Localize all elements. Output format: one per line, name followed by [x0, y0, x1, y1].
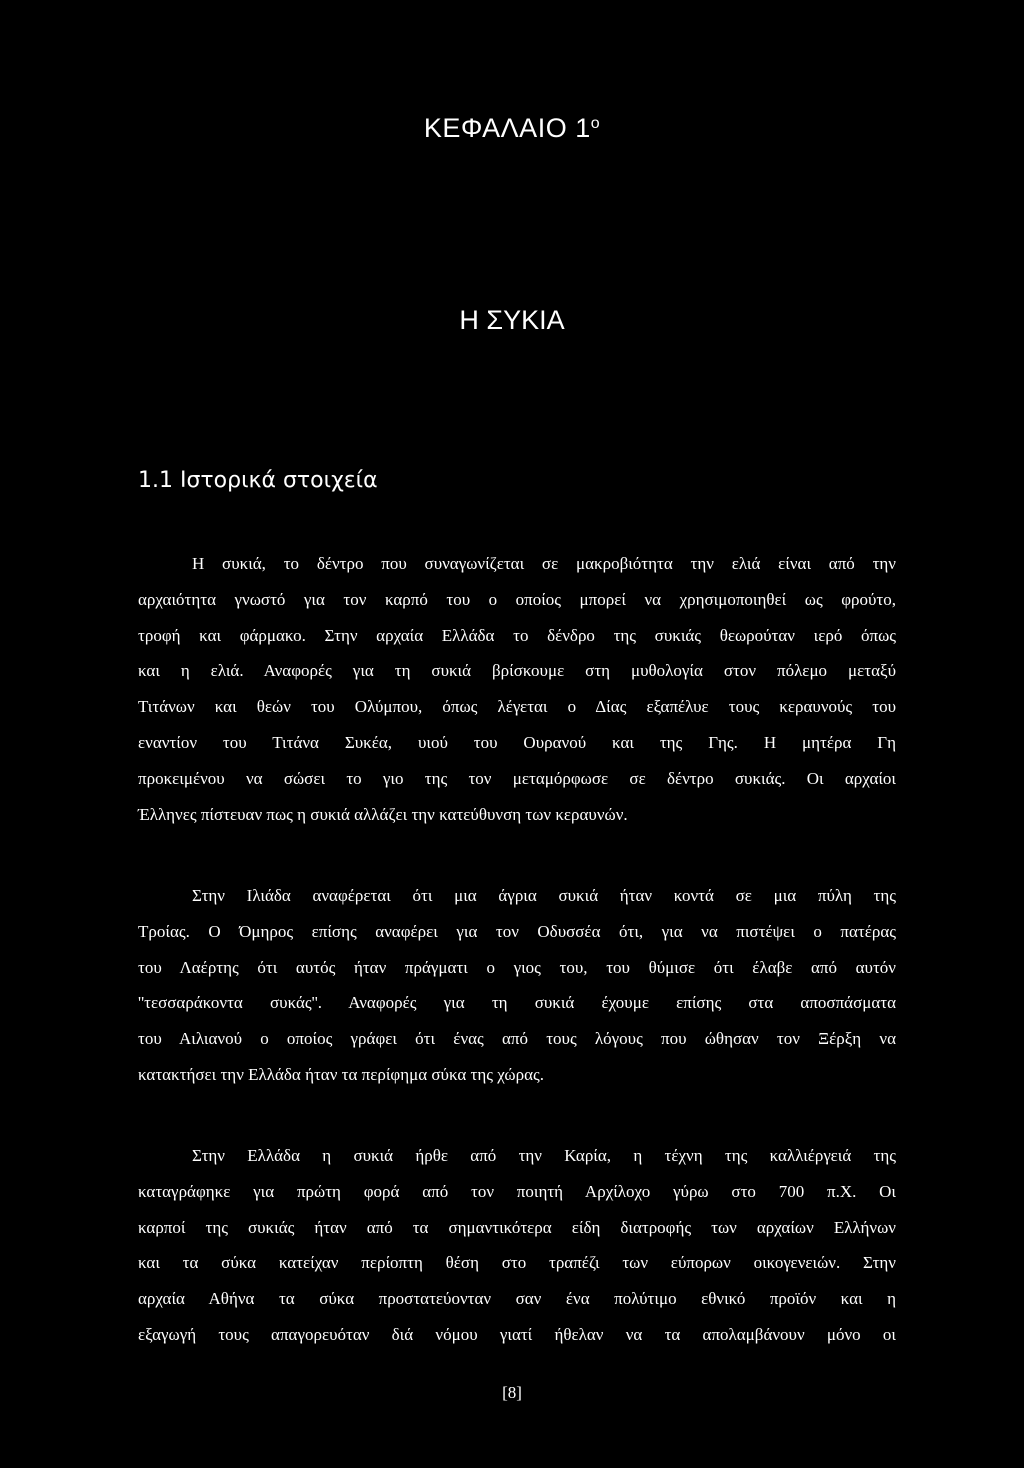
chapter-heading — [0, 108, 1024, 148]
paragraph-line: Τροίας. Ο Όμηρος επίσης αναφέρει για τον Οδυσσέα ότι, για να πιστέψει ο πατέρας — [138, 921, 896, 941]
paragraph-line: τροφή και φάρμακο. Στην αρχαία Ελλάδα το δένδρο της συκιάς θεωρούταν ιερό όπως — [138, 625, 896, 645]
paragraph-line: Τιτάνων και θεών του Ολύμπου, όπως λέγεται ο Δίας εξαπέλυε τους κεραυνούς του — [138, 697, 896, 717]
paragraph-2 — [138, 878, 896, 1093]
paragraph-line: καρποί της συκιάς ήταν από τα σημαντικότερα είδη διατροφής των αρχαίων Ελλήνων — [138, 1217, 896, 1237]
paragraph-line: προκειμένου να σώσει το γιο της τον μεταμόρφωσε σε δέντρο συκιάς. Οι αρχαίοι — [138, 768, 896, 788]
paragraph-line: καταγράφηκε για πρώτη φορά από τον ποιητή Αρχίλοχο γύρω στο 700 π.Χ. Οι — [138, 1181, 896, 1201]
paragraph-line: Έλληνες πίστευαν πως η συκιά αλλάζει την κατεύθυνση των κεραυνών. — [138, 804, 628, 824]
paragraph-line: Στην Ιλιάδα αναφέρεται ότι μια άγρια συκιά ήταν κοντά σε μια πύλη της — [192, 886, 896, 905]
paragraph-line: Η συκιά, το δέντρο που συναγωνίζεται σε μακροβιότητα την ελιά είναι από την — [192, 554, 896, 573]
paragraph-line: Στην Ελλάδα η συκιά ήρθε από την Καρία, η τέχνη της καλλιέργειά της — [192, 1146, 896, 1165]
paragraph-line: εναντίον του Τιτάνα Συκέα, υιού του Ουρανού και της Γης. Η μητέρα Γη — [138, 732, 896, 752]
paragraph-line: αρχαιότητα γνωστό για τον καρπό του ο οποίος μπορεί να χρησιμοποιηθεί ως φρούτο, — [138, 589, 896, 609]
paragraph-line: ''τεσσαράκοντα συκάς''. Αναφορές για τη συκιά έχουμε επίσης στα αποσπάσματα — [138, 993, 896, 1013]
paragraph-line: εξαγωγή τους απαγορευόταν διά νόμου γιατί ήθελαν να τα απολαμβάνουν μόνο οι — [138, 1324, 896, 1344]
section-heading: 1.1 Ιστορικά στοιχεία — [138, 468, 378, 493]
paragraph-line: κατακτήσει την Ελλάδα ήταν τα περίφημα σύκα της χώρας. — [138, 1064, 544, 1084]
paragraph-1 — [138, 546, 896, 832]
page-number: [8] — [502, 1383, 522, 1402]
chapter-superscript: ο — [590, 115, 601, 132]
page-title: Η ΣΥΚΙΑ — [459, 305, 565, 335]
paragraph-line: και τα σύκα κατείχαν περίοπτη θέση στο τραπέζι των εύπορων οικογενειών. Στην — [138, 1253, 896, 1273]
chapter-label: ΚΕΦΑΛΑΙΟ 1 — [423, 113, 591, 143]
paragraph-line: και η ελιά. Αναφορές για τη συκιά βρίσκουμε στη μυθολογία στον πόλεμο μεταξύ — [138, 661, 896, 681]
paragraph-line: του Αιλιανού ο οποίος γράφει ότι ένας από τους λόγους που ώθησαν τον Ξέρξη να — [138, 1029, 896, 1049]
paragraph-line: αρχαία Αθήνα τα σύκα προστατεύονταν σαν ένα πολύτιμο εθνικό προϊόν και η — [138, 1289, 896, 1309]
paragraph-3 — [138, 1138, 896, 1353]
paragraph-line: του Λαέρτης ότι αυτός ήταν πράγματι ο γιος του, του θύμισε ότι έλαβε από αυτόν — [138, 957, 896, 977]
